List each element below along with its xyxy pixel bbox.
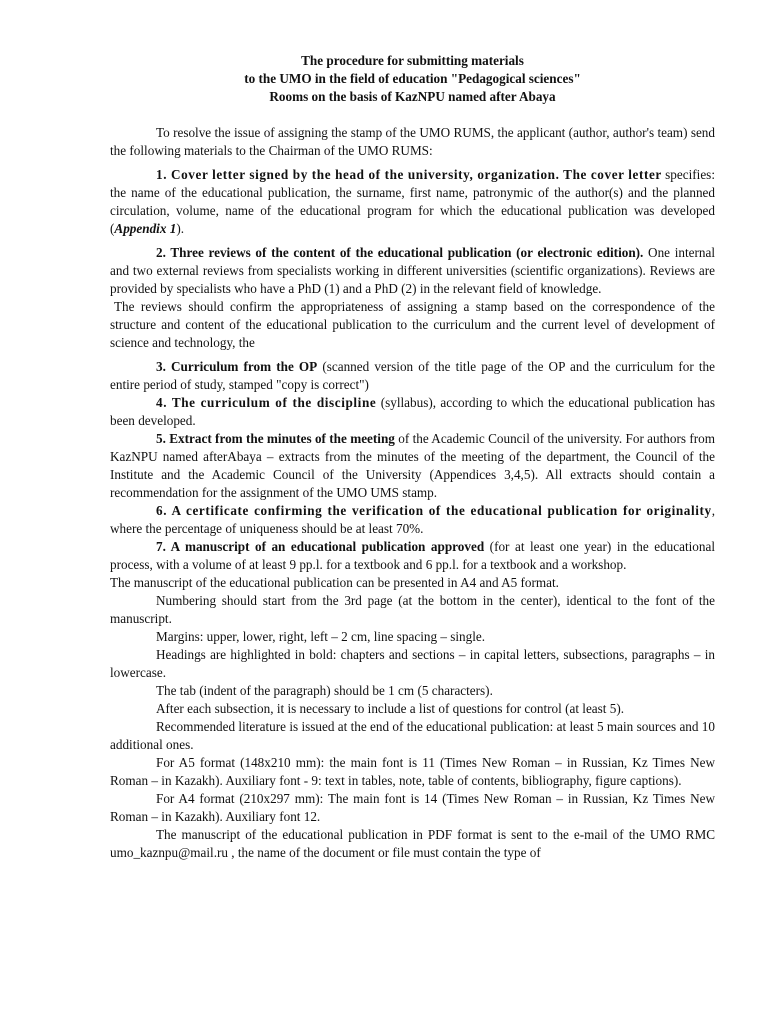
document-title bbox=[110, 52, 715, 106]
item-1-text: specifies: the name of the educational publication, the surname, first name, patronymic of the author(s) and the planned circulation, volume, name of the educational program for which the educational publication was developed ( bbox=[110, 167, 715, 236]
item-5-text: of the Academic Council of the university. For authors from KazNPU named afterAbaya – extracts from the minutes of the meeting of the department, the Council of the Institute and the Academic Council of the University (Appendices 3,4,5). All extracts should contain a recommendation for the assignment of the UMO UMS stamp. bbox=[110, 431, 715, 500]
item-4-heading: 4. The curriculum of the discipline bbox=[156, 395, 377, 410]
item-1-paragraph bbox=[110, 166, 715, 238]
margins-paragraph: Margins: upper, lower, right, left – 2 cm, line spacing – single. bbox=[156, 629, 486, 644]
a4-format-paragraph: For A4 format (210x297 mm): The main font is 14 (Times New Roman – in Russian, Kz Times New Roman – in Kazakh). Auxiliary font 12. bbox=[110, 791, 715, 824]
item-2-text: One internal and two external reviews from specialists working in different universities (scientific organizations). Reviews are provided by specialists who have a PhD (1) and a PhD (2) in the relevant field of knowledge. bbox=[110, 245, 716, 296]
headings-paragraph: Headings are highlighted in bold: chapters and sections – in capital letters, subsections, paragraphs – in lowercase. bbox=[110, 647, 715, 680]
pdf-submission-paragraph: The manuscript of the educational publication in PDF format is sent to the e-mail of the UMO RMC umo_kaznpu@mail.ru , the name of the document or file must contain the type of bbox=[110, 827, 715, 860]
item-2-heading: 2. Three reviews of the content of the educational publication (or electronic edition). bbox=[156, 245, 644, 260]
item-6-text: , where the percentage of uniqueness should be at least 70%. bbox=[110, 503, 715, 536]
item-1-heading: 1. Cover letter signed by the head of the university, organization. The cover letter bbox=[156, 167, 662, 182]
item-7-heading: 7. A manuscript of an educational publication approved bbox=[156, 539, 485, 554]
intro-paragraph: To resolve the issue of assigning the stamp of the UMO RUMS, the applicant (author, author's team) send the following materials to the Chairman of the UMO RUMS: bbox=[110, 125, 715, 158]
item-1-tail: ). bbox=[176, 221, 185, 236]
item-7-paragraph bbox=[110, 538, 715, 574]
item-4-text: (syllabus), according to which the educational publication has been developed. bbox=[110, 395, 715, 428]
item-2-paragraph bbox=[110, 244, 715, 298]
item-3-paragraph bbox=[110, 358, 715, 394]
a5-format-paragraph: For A5 format (148x210 mm): the main font is 11 (Times New Roman – in Russian, Kz Times New Roman – in Kazakh). Auxiliary font - 9: text in tables, note, table of contents, bibliography, figure captions). bbox=[110, 755, 715, 788]
item-6-paragraph bbox=[110, 502, 715, 538]
item-7-text: (for at least one year) in the educational process, with a volume of at least 9 pp.l. for a textbook and 6 pp.l. for a textbook and a workshop. bbox=[110, 539, 715, 572]
title-line-3: Rooms on the basis of KazNPU named after Abaya bbox=[269, 89, 556, 104]
appendix-1-ref: Appendix 1 bbox=[114, 221, 177, 236]
item-5-paragraph bbox=[110, 430, 715, 502]
title-line-2: to the UMO in the field of education "Pedagogical sciences" bbox=[244, 71, 581, 86]
format-paragraph: The manuscript of the educational publication can be presented in A4 and A5 format. bbox=[110, 575, 559, 590]
item-6-heading: 6. A certificate confirming the verification of the educational publication for originality bbox=[156, 503, 712, 518]
numbering-paragraph: Numbering should start from the 3rd page (at the bottom in the center), identical to the font of the manuscript. bbox=[110, 593, 715, 626]
item-3-text: (scanned version of the title page of the OP and the curriculum for the entire period of study, stamped "copy is correct") bbox=[110, 359, 715, 392]
item-2-paragraph-2: The reviews should confirm the appropriateness of assigning a stamp based on the correspondence of the structure and content of the educational publication to the curriculum and the current level of development of science and technology, the bbox=[110, 299, 715, 350]
document-page bbox=[110, 52, 715, 862]
item-3-heading: 3. Curriculum from the OP bbox=[156, 359, 318, 374]
item-5-heading: 5. Extract from the minutes of the meeting bbox=[156, 431, 395, 446]
item-4-paragraph bbox=[110, 394, 715, 430]
questions-paragraph: After each subsection, it is necessary to include a list of questions for control (at least 5). bbox=[156, 701, 625, 716]
title-line-1: The procedure for submitting materials bbox=[301, 53, 524, 68]
literature-paragraph: Recommended literature is issued at the end of the educational publication: at least 5 main sources and 10 additional ones. bbox=[110, 719, 715, 752]
tab-paragraph: The tab (indent of the paragraph) should be 1 cm (5 characters). bbox=[156, 683, 493, 698]
